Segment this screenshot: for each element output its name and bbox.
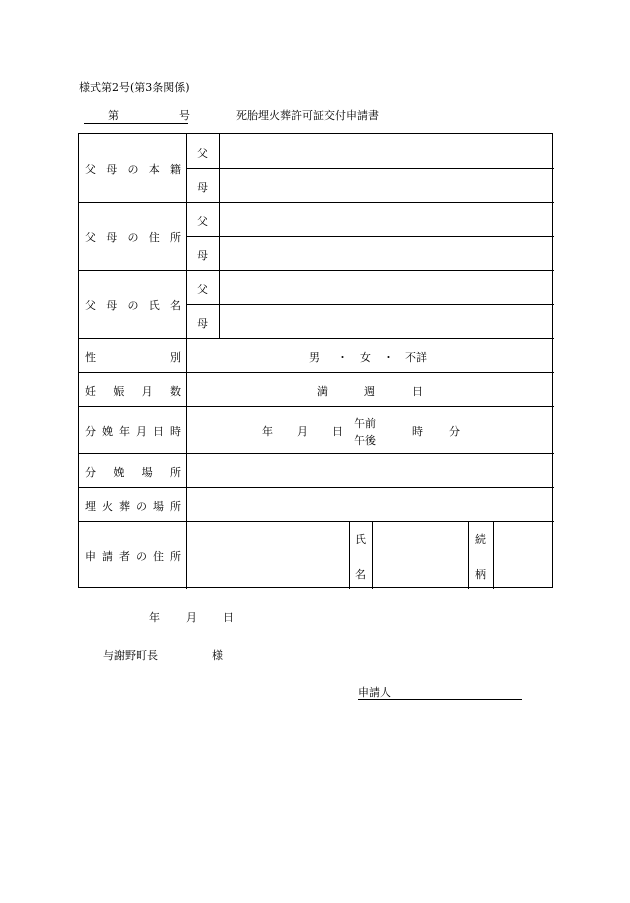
applicant-address-field[interactable] bbox=[187, 522, 348, 588]
mother-label: 母 bbox=[197, 249, 208, 262]
sex-label: 性 別 bbox=[85, 351, 181, 364]
father-domicile-field[interactable] bbox=[220, 134, 553, 168]
year-unit: 年 bbox=[262, 425, 273, 438]
name-label: 氏 bbox=[355, 533, 366, 546]
document-title: 死胎埋火葬許可証交付申請書 bbox=[236, 109, 379, 122]
mother-name-field[interactable] bbox=[220, 305, 553, 338]
applicant-name-field[interactable] bbox=[373, 522, 467, 588]
application-date bbox=[149, 609, 234, 625]
days-unit: 日 bbox=[412, 385, 423, 398]
honorific: 様 bbox=[212, 649, 223, 662]
pm-option[interactable]: 午後 bbox=[354, 434, 376, 447]
parents-name-label: 父 母 の 氏 名 bbox=[85, 299, 181, 312]
row-divider bbox=[79, 338, 554, 339]
column-divider bbox=[468, 521, 469, 589]
weeks-unit: 週 bbox=[364, 385, 375, 398]
burial-place-field[interactable] bbox=[187, 488, 553, 521]
applicant-address-label: 申 請 者 の 住 所 bbox=[85, 550, 181, 563]
number-suffix: 号 bbox=[179, 109, 190, 122]
delivery-place-label: 分 娩 場 所 bbox=[85, 466, 181, 479]
addressee: 与謝野町長 bbox=[103, 649, 158, 662]
pregnancy-label: 妊 娠 月 数 bbox=[85, 385, 181, 398]
applicant-relation-field[interactable] bbox=[494, 522, 553, 588]
hour-unit: 時 bbox=[412, 425, 423, 438]
column-divider bbox=[349, 521, 350, 589]
sex-option-male[interactable]: 男 bbox=[309, 351, 320, 364]
mother-domicile-field[interactable] bbox=[220, 169, 553, 202]
applicant-signature-line[interactable] bbox=[358, 684, 522, 700]
minute-unit: 分 bbox=[449, 425, 460, 438]
parents-address-label: 父 母 の 住 所 bbox=[85, 231, 181, 244]
month-unit: 月 bbox=[297, 425, 308, 438]
year-unit: 年 bbox=[149, 611, 160, 624]
form-number: 様式第2号(第3条関係) bbox=[79, 81, 190, 94]
father-name-field[interactable] bbox=[220, 271, 553, 304]
day-unit: 日 bbox=[223, 611, 234, 624]
sex-option-unknown[interactable]: 不詳 bbox=[405, 351, 427, 364]
name-label: 名 bbox=[355, 568, 366, 581]
delivery-place-field[interactable] bbox=[187, 454, 553, 487]
relation-label: 柄 bbox=[475, 568, 486, 581]
addressee-line bbox=[103, 647, 223, 663]
month-unit: 月 bbox=[186, 611, 197, 624]
row-divider bbox=[79, 406, 554, 407]
number-prefix: 第 bbox=[108, 109, 119, 122]
relation-label: 続 bbox=[475, 533, 486, 546]
mother-address-field[interactable] bbox=[220, 237, 553, 270]
mother-label: 母 bbox=[197, 317, 208, 330]
separator-dot: ・ bbox=[383, 351, 394, 364]
document-number-field[interactable] bbox=[84, 107, 188, 124]
father-address-field[interactable] bbox=[220, 203, 553, 236]
burial-place-label: 埋 火 葬 の 場 所 bbox=[85, 500, 181, 513]
delivery-datetime-label: 分 娩 年 月 日 時 bbox=[85, 425, 181, 438]
parents-domicile-label: 父 母 の 本 籍 bbox=[85, 163, 181, 176]
day-unit: 日 bbox=[332, 425, 343, 438]
separator-dot: ・ bbox=[337, 351, 348, 364]
pregnancy-prefix: 満 bbox=[317, 385, 328, 398]
application-table bbox=[78, 133, 553, 588]
father-label: 父 bbox=[197, 215, 208, 228]
mother-label: 母 bbox=[197, 181, 208, 194]
applicant-label: 申請人 bbox=[358, 686, 391, 699]
father-label: 父 bbox=[197, 283, 208, 296]
father-label: 父 bbox=[197, 147, 208, 160]
am-option[interactable]: 午前 bbox=[354, 417, 376, 430]
row-divider bbox=[79, 372, 554, 373]
sex-option-female[interactable]: 女 bbox=[360, 351, 371, 364]
